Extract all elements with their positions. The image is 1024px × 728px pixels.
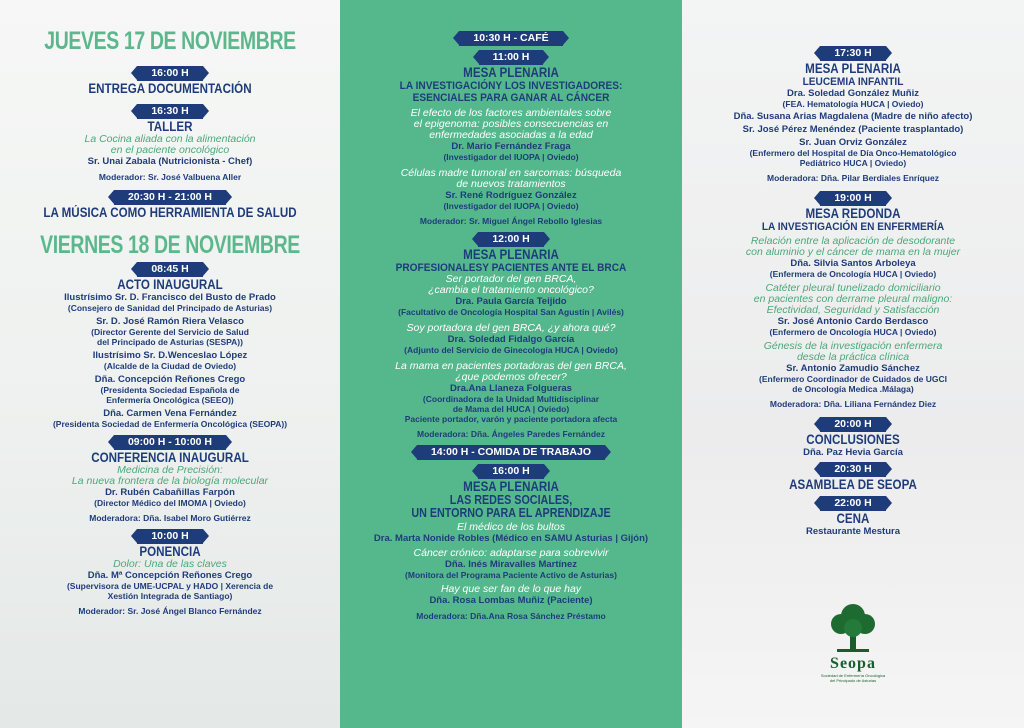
- session-title: CENA: [836, 511, 870, 526]
- talk-title: Ser portador del gen BRCA,: [445, 273, 577, 285]
- seopa-logo: [813, 600, 893, 683]
- speaker: Dra. Soledad Fidalgo García: [447, 334, 575, 345]
- session-title: TALLER: [147, 119, 193, 134]
- session-title: ASAMBLEA DE SEOPA: [789, 477, 917, 492]
- talk-title: La Cocina aliada con la alimentación: [84, 133, 256, 145]
- moderator: Moderadora: Dña. Liliana Fernández Diez: [769, 399, 937, 409]
- speaker: Dra.Ana Llaneza Folgueras: [450, 383, 572, 394]
- logo-tagline: Sociedad de Enfermería Oncológica: [820, 673, 886, 678]
- session-subtitle: LA INVESTIGACIÓNY LOS INVESTIGADORES:: [399, 80, 623, 92]
- affiliation: de Mama del HUCA | Oviedo): [452, 404, 570, 414]
- time-badge: 16:30 H: [137, 104, 202, 119]
- session-subtitle: ESENCIALES PARA GANAR AL CÁNCER: [412, 92, 610, 104]
- talk-title: en el paciente oncológico: [110, 144, 230, 156]
- session-title: CONFERENCIA INAUGURAL: [91, 450, 249, 465]
- session-subtitle: UN ENTORNO PARA EL APRENDIZAJE: [411, 506, 611, 520]
- speaker: Sr. Antonio Zamudio Sánchez: [786, 363, 920, 374]
- speaker: Restaurante Mestura: [806, 526, 900, 537]
- time-badge: 22:00 H: [820, 496, 885, 511]
- affiliation: (Coordinadora de la Unidad Multidisciplinar: [422, 394, 600, 404]
- day-heading-thursday: JUEVES 17 DE NOVIEMBRE: [44, 27, 296, 55]
- speaker: Dra. Soledad González Muñiz: [787, 88, 919, 99]
- speaker: Sr. José Pérez Menéndez (Paciente trasplantado): [742, 124, 964, 135]
- session-subtitle: PROFESIONALESY PACIENTES ANTE EL BRCA: [395, 262, 627, 274]
- talk-title: en pacientes con derrame pleural maligno:: [753, 293, 953, 305]
- time-badge: 17:30 H: [820, 46, 885, 61]
- affiliation: (Enfermero Coordinador de Cuidados de UGCI: [759, 374, 947, 384]
- moderator: Moderador: Sr. Miguel Ángel Rebollo Iglesias: [419, 216, 603, 226]
- affiliation: (Presidenta Sociedad de Enfermería Oncológica (SEOPA)): [52, 419, 288, 429]
- session-title: MESA PLENARIA: [805, 61, 901, 76]
- affiliation: de Oncología Medica .Málaga): [792, 384, 914, 394]
- time-badge: 08:45 H: [137, 262, 202, 277]
- affiliation: (Enfermero de Oncología HUCA | Oviedo): [769, 327, 937, 337]
- affiliation: Xestión Integrada de Santiago): [107, 591, 233, 601]
- moderator: Moderador: Sr. José Valbuena Aller: [98, 172, 242, 182]
- time-badge: 10:00 H: [137, 529, 202, 544]
- talk-title: La mama en pacientes portadoras del gen BRCA,: [395, 360, 627, 372]
- affiliation: (FEA. Hematología HUCA | Oviedo): [782, 99, 924, 109]
- talk-title: con aluminio y el cáncer de mama en la mujer: [745, 246, 961, 258]
- session-title: PONENCIA: [139, 544, 201, 559]
- logo-tagline: del Principado de Asturias: [829, 678, 877, 683]
- time-badge: 16:00 H: [478, 464, 543, 479]
- talk-title: el epigenoma: posibles consecuencias en: [413, 118, 609, 130]
- speaker: Sr. D. José Ramón Riera Velasco: [96, 316, 244, 327]
- speaker: Dra. Marta Nonide Robles (Médico en SAMU Asturias | Gijón): [373, 533, 649, 544]
- talk-title: ¿cambia el tratamiento oncológico?: [428, 284, 594, 296]
- moderator: Moderadora: Dña. Pilar Berdiales Enríquez: [767, 173, 939, 183]
- speaker: Dra. Paula García Teijido: [455, 296, 567, 307]
- speaker: Dña. Paz Hevia García: [803, 447, 903, 458]
- affiliation: (Investigador del IUOPA | Oviedo): [443, 152, 579, 162]
- time-badge: 20:30 H: [820, 462, 885, 477]
- talk-title: desde la práctica clínica: [796, 351, 910, 363]
- moderator: Moderador: Sr. José Ángel Blanco Fernández: [78, 606, 262, 616]
- session-subtitle: LEUCEMIA INFANTIL: [802, 76, 904, 88]
- talk-title: enfermedades asociadas a la edad: [429, 129, 593, 141]
- session-title: MESA PLENARIA: [463, 247, 559, 262]
- affiliation: (Supervisora de UME-UCPAL y HADO | Xerencia de: [66, 581, 274, 591]
- speaker: Dña. Mª Concepción Reñones Crego: [87, 570, 253, 581]
- speaker: Sr. René Rodríguez González: [445, 190, 577, 201]
- time-badge: 16:00 H: [137, 66, 202, 81]
- talk-title: Relación entre la aplicación de desodorante: [750, 235, 956, 247]
- affiliation: (Consejero de Sanidad del Principado de Asturias): [67, 303, 273, 313]
- talk-title: Soy portadora del gen BRCA, ¿y ahora qué?: [406, 322, 616, 334]
- talk-title: Génesis de la investigación enfermera: [763, 340, 943, 352]
- session-title: MESA REDONDA: [805, 206, 901, 221]
- affiliation: (Monitora del Programa Paciente Activo de Asturias): [405, 570, 617, 580]
- time-badge: 11:00 H: [479, 50, 544, 65]
- time-badge: 20:00 H: [820, 417, 885, 432]
- moderator: Moderadora: Dña.Ana Rosa Sánchez Préstamo: [416, 611, 606, 621]
- column-friday-midday: [340, 0, 682, 728]
- talk-title: El efecto de los factores ambientales sobre: [410, 107, 612, 119]
- session-title: LA MÚSICA COMO HERRAMIENTA DE SALUD: [43, 205, 297, 220]
- affiliation: Paciente portador, varón y paciente portadora afecta: [404, 414, 618, 424]
- speaker: Sr. Juan Orviz González: [799, 137, 907, 148]
- talk-title: Células madre tumoral en sarcomas: búsqueda: [400, 167, 622, 179]
- session-title: CONCLUSIONES: [806, 432, 900, 447]
- moderator: Moderadora: Dña. Isabel Moro Gutiérrez: [89, 513, 251, 523]
- affiliation: Pediátrico HUCA | Oviedo): [799, 158, 907, 168]
- speaker: Dr. Rubén Cabañillas Farpón: [105, 487, 235, 498]
- speaker: Ilustrísimo Sr. D. Francisco del Busto de Prado: [64, 292, 276, 303]
- time-badge: 12:00 H: [478, 232, 543, 247]
- time-badge: 19:00 H: [820, 191, 885, 206]
- session-subtitle: LAS REDES SOCIALES,: [449, 493, 573, 507]
- talk-title: El médico de los bultos: [457, 521, 565, 533]
- affiliation: Enfermería Oncológica (SEEO)): [106, 395, 234, 405]
- talk-title: Catéter pleural tunelizado domiciliario: [765, 282, 941, 294]
- speaker: Dña. Carmen Vena Fernández: [103, 408, 237, 419]
- talk-title: Cáncer crónico: adaptarse para sobrevivir: [413, 547, 609, 559]
- time-badge: 10:30 H - CAFÉ: [459, 31, 562, 46]
- speaker: Dña. Concepción Reñones Crego: [94, 374, 246, 385]
- talk-title: Medicina de Precisión:: [117, 464, 223, 476]
- speaker: Sr. José Antonio Cardo Berdasco: [777, 316, 929, 327]
- talk-title: Efectividad, Seguridad y Satisfacción: [766, 304, 940, 316]
- session-title: ACTO INAUGURAL: [117, 277, 223, 292]
- day-heading-friday: VIERNES 18 DE NOVIEMBRE: [40, 231, 300, 259]
- speaker: Dña. Susana Arias Magdalena (Madre de niño afecto): [733, 111, 973, 122]
- affiliation: (Director Médico del IMOMA | Oviedo): [94, 498, 246, 508]
- speaker: Ilustrísimo Sr. D.Wenceslao López: [92, 350, 248, 361]
- talk-title: de nuevos tratamientos: [456, 178, 566, 190]
- affiliation: del Principado de Asturias (SESPA)): [97, 337, 243, 347]
- session-title: MESA PLENARIA: [463, 65, 559, 80]
- affiliation: (Enfermera de Oncología HUCA | Oviedo): [769, 269, 937, 279]
- talk-title: La nueva frontera de la biología molecular: [71, 475, 269, 487]
- time-badge: 20:30 H - 21:00 H: [114, 190, 226, 205]
- affiliation: (Adjunto del Servicio de Ginecología HUCA | Oviedo): [404, 345, 618, 355]
- moderator: Moderadora: Dña. Ángeles Paredes Fernández: [417, 429, 605, 439]
- talk-title: Dolor: Una de las claves: [113, 558, 227, 570]
- affiliation: (Director Gerente del Servicio de Salud: [91, 327, 249, 337]
- talk-title: Hay que ser fan de lo que hay: [440, 583, 582, 595]
- time-badge: 14:00 H - COMIDA DE TRABAJO: [417, 445, 605, 460]
- logo-name: Seopa: [830, 655, 876, 672]
- session-subtitle: LA INVESTIGACIÓN EN ENFERMERÍA: [761, 221, 945, 233]
- speaker: Dr. Mario Fernández Fraga: [451, 141, 571, 152]
- affiliation: (Enfermero del Hospital de Día Onco-Hematológico: [749, 148, 957, 158]
- affiliation: (Presidenta Sociedad Española de: [100, 385, 240, 395]
- affiliation: (Facultativo de Oncología Hospital San Agustín | Avilés): [398, 307, 624, 317]
- column-thursday-friday: [0, 0, 340, 728]
- speaker: Dña. Silvia Santos Arboleya: [790, 258, 916, 269]
- talk-title: ¿que podemos ofrecer?: [455, 371, 567, 383]
- session-title: MESA PLENARIA: [463, 479, 559, 494]
- affiliation: (Alcalde de la Ciudad de Oviedo): [103, 361, 237, 371]
- speaker: Sr. Unai Zabala (Nutricionista - Chef): [87, 156, 253, 167]
- affiliation: (Investigador del IUOPA | Oviedo): [443, 201, 579, 211]
- tree-icon: [823, 600, 883, 654]
- speaker: Dña. Rosa Lombas Muñiz (Paciente): [429, 595, 593, 606]
- speaker: Dña. Inés Miravalles Martínez: [445, 559, 577, 570]
- time-badge: 09:00 H - 10:00 H: [114, 435, 226, 450]
- session-title: ENTREGA DOCUMENTACIÓN: [88, 81, 252, 96]
